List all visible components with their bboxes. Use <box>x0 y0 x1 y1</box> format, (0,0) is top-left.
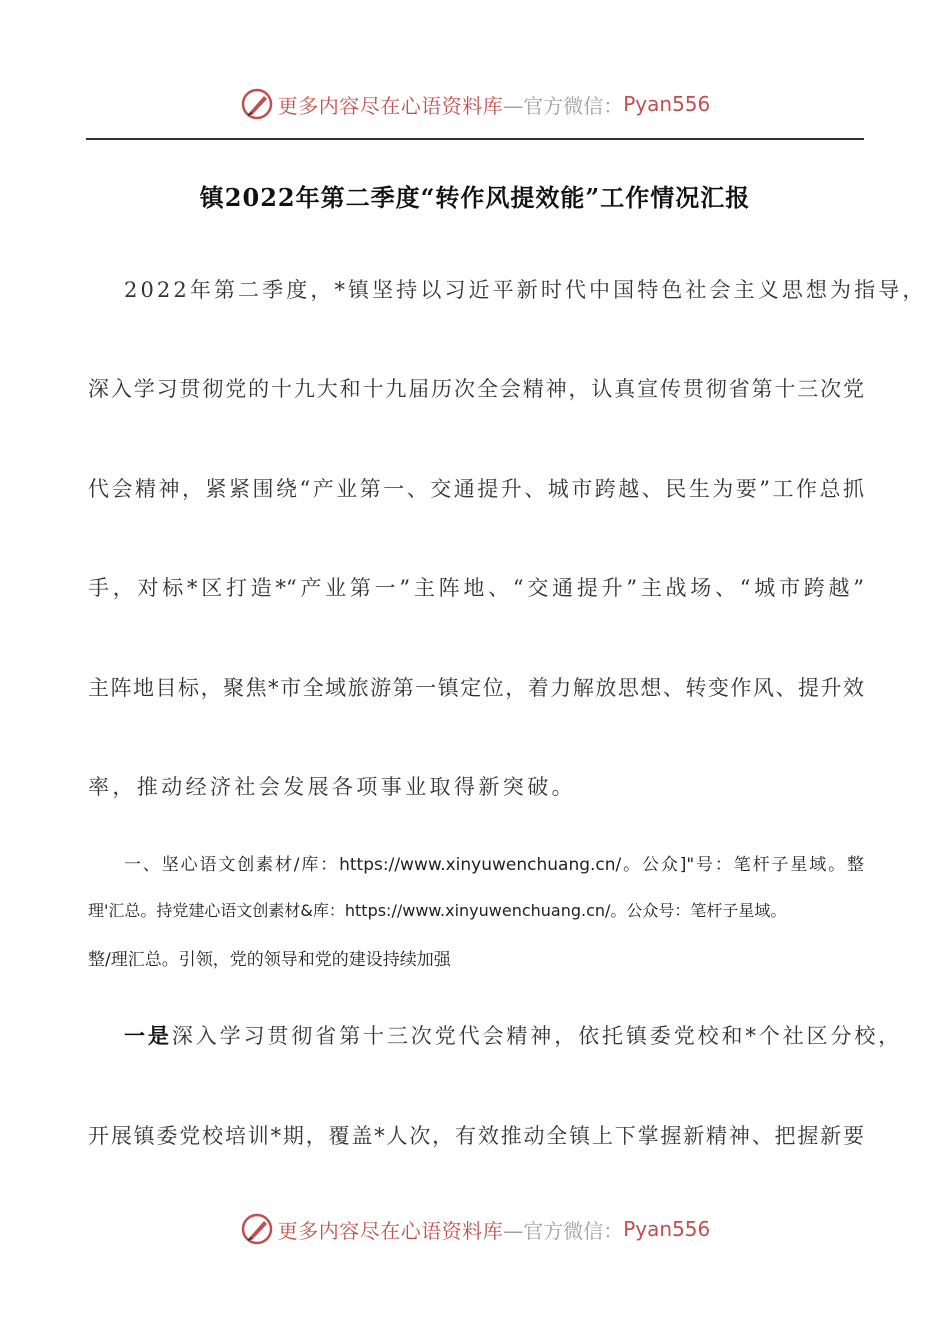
watermark-wechat-id: Pyan556 <box>623 92 711 116</box>
header-divider <box>86 138 864 140</box>
watermark-main-text: 更多内容尽在心语资料库 <box>277 1218 504 1243</box>
section-heading-line-3: 整/理汇总。引领，党的领导和党的建设持续加强 <box>88 950 451 970</box>
section-heading-line-2: 理'汇总。持党建心语文创素材&库：https://www.xinyuwenchuang.cn/。公众号：笔杆子星域。 <box>88 901 787 920</box>
watermark-wechat-id: Pyan556 <box>623 1217 711 1241</box>
intro-line-1: 2022年第二季度，*镇坚持以习近平新时代中国特色社会主义思想为指导， <box>124 278 927 302</box>
intro-line-4: 手，对标*区打造*“产业第一”主阵地、“交通提升”主战场、“城市跨越” <box>88 576 864 600</box>
watermark-main-text: 更多内容尽在心语资料库 <box>277 93 504 118</box>
document-title: 镇2022年第二季度“转作风提效能”工作情况汇报 <box>199 183 751 212</box>
quill-logo-icon <box>240 87 274 121</box>
quill-logo-icon <box>240 1212 274 1246</box>
footer-watermark <box>0 1209 950 1249</box>
item-1-line-1 <box>124 1020 903 1050</box>
section-heading-line-1: 一、坚心语文创素材/库：https://www.xinyuwenchuang.cn/。公众]"号：笔杆子星域。整 <box>124 855 864 875</box>
watermark-sub-text: —官方微信： <box>503 1218 624 1243</box>
intro-line-2: 深入学习贯彻党的十九大和十九届历次全会精神，认真宣传贯彻省第十三次党 <box>88 377 864 401</box>
watermark-sub-text: —官方微信： <box>503 93 624 118</box>
intro-line-6: 率，推动经济社会发展各项事业取得新突破。 <box>88 775 576 799</box>
item-1-line-2: 开展镇委党校培训*期，覆盖*人次，有效推动全镇上下掌握新精神、把握新要 <box>88 1124 864 1148</box>
intro-line-3: 代会精神，紧紧围绕“产业第一、交通提升、城市跨越、民生为要”工作总抓 <box>88 477 864 501</box>
header-watermark <box>0 84 950 124</box>
item-1-lead: 一是 <box>124 1023 172 1048</box>
item-1-line-1-text: 深入学习贯彻省第十三次党代会精神，依托镇委党校和*个社区分校， <box>171 1024 903 1048</box>
intro-line-5: 主阵地目标，聚焦*市全域旅游第一镇定位，着力解放思想、转变作风、提升效 <box>88 676 864 700</box>
